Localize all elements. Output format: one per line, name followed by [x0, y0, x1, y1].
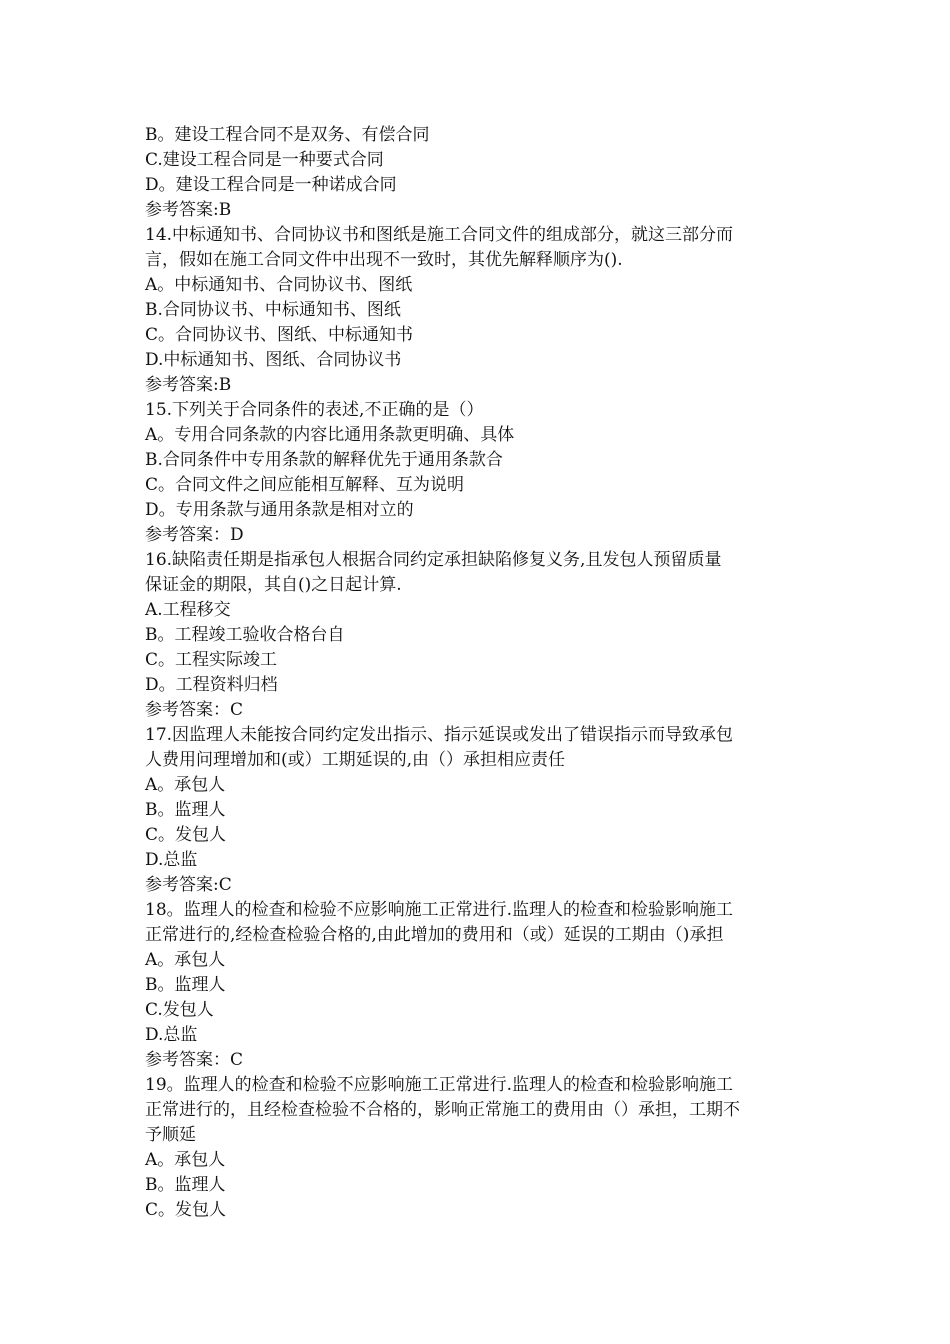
text-line: 19。监理人的检查和检验不应影响施工正常进行.监理人的检查和检验影响施工 — [145, 1075, 734, 1095]
text-line: C。发包人 — [145, 1200, 227, 1220]
text-line: 参考答案:B — [145, 200, 232, 220]
text-line: 参考答案：C — [145, 1050, 244, 1070]
text-line: D。建设工程合同是一种诺成合同 — [145, 175, 397, 195]
text-line: C.发包人 — [145, 1000, 214, 1020]
text-line: D.中标通知书、图纸、合同协议书 — [145, 350, 402, 370]
text-line: 参考答案:B — [145, 375, 232, 395]
text-line: B。监理人 — [145, 1175, 226, 1195]
text-line: 15.下列关于合同条件的表述,不正确的是（） — [145, 400, 484, 420]
text-line: C。发包人 — [145, 825, 227, 845]
text-line: A。承包人 — [145, 1150, 226, 1170]
text-line: 参考答案:C — [145, 875, 232, 895]
text-line: 18。监理人的检查和检验不应影响施工正常进行.监理人的检查和检验影响施工 — [145, 900, 734, 920]
text-line: B.合同条件中专用条款的解释优先于通用条款合 — [145, 450, 503, 470]
text-line: 14.中标通知书、合同协议书和图纸是施工合同文件的组成部分，就这三部分而 — [145, 225, 734, 245]
text-line: B。建设工程合同不是双务、有偿合同 — [145, 125, 430, 145]
text-line: D.总监 — [145, 850, 198, 870]
text-line: 正常进行的,经检查检验合格的,由此增加的费用和（或）延误的工期由（)承担 — [145, 925, 724, 945]
text-line: B.合同协议书、中标通知书、图纸 — [145, 300, 401, 320]
text-line: 予顺延 — [145, 1125, 196, 1145]
text-line: B。工程竣工验收合格台自 — [145, 625, 345, 645]
text-line: A.工程移交 — [145, 600, 231, 620]
text-line: 正常进行的，且经检查检验不合格的，影响正常施工的费用由（）承担，工期不 — [145, 1100, 740, 1120]
text-line: 17.因监理人未能按合同约定发出指示、指示延误或发出了错误指示而导致承包 — [145, 725, 734, 745]
text-line: B。监理人 — [145, 800, 226, 820]
text-line: A。专用合同条款的内容比通用条款更明确、具体 — [145, 425, 515, 445]
text-line: 保证金的期限，其自()之日起计算. — [145, 575, 402, 595]
text-line: 言，假如在施工合同文件中出现不一致时，其优先解释顺序为(). — [145, 250, 623, 270]
text-line: D。专用条款与通用条款是相对立的 — [145, 500, 414, 520]
text-line: C。工程实际竣工 — [145, 650, 278, 670]
text-line: C。合同协议书、图纸、中标通知书 — [145, 325, 414, 345]
text-line: 人费用问理增加和(或）工期延误的,由（）承担相应责任 — [145, 750, 566, 770]
text-line: A。承包人 — [145, 950, 226, 970]
text-line: A。中标通知书、合同协议书、图纸 — [145, 275, 413, 295]
text-line: C。合同文件之间应能相互解释、互为说明 — [145, 475, 465, 495]
text-line: 参考答案：D — [145, 525, 244, 545]
document-body — [145, 123, 815, 1223]
text-line: D。工程资料归档 — [145, 675, 278, 695]
text-line: A。承包人 — [145, 775, 226, 795]
text-line: 16.缺陷责任期是指承包人根据合同约定承担缺陷修复义务,且发包人预留质量 — [145, 550, 722, 570]
text-line: 参考答案：C — [145, 700, 244, 720]
text-line: B。监理人 — [145, 975, 226, 995]
text-line: C.建设工程合同是一种要式合同 — [145, 150, 384, 170]
text-line: D.总监 — [145, 1025, 198, 1045]
